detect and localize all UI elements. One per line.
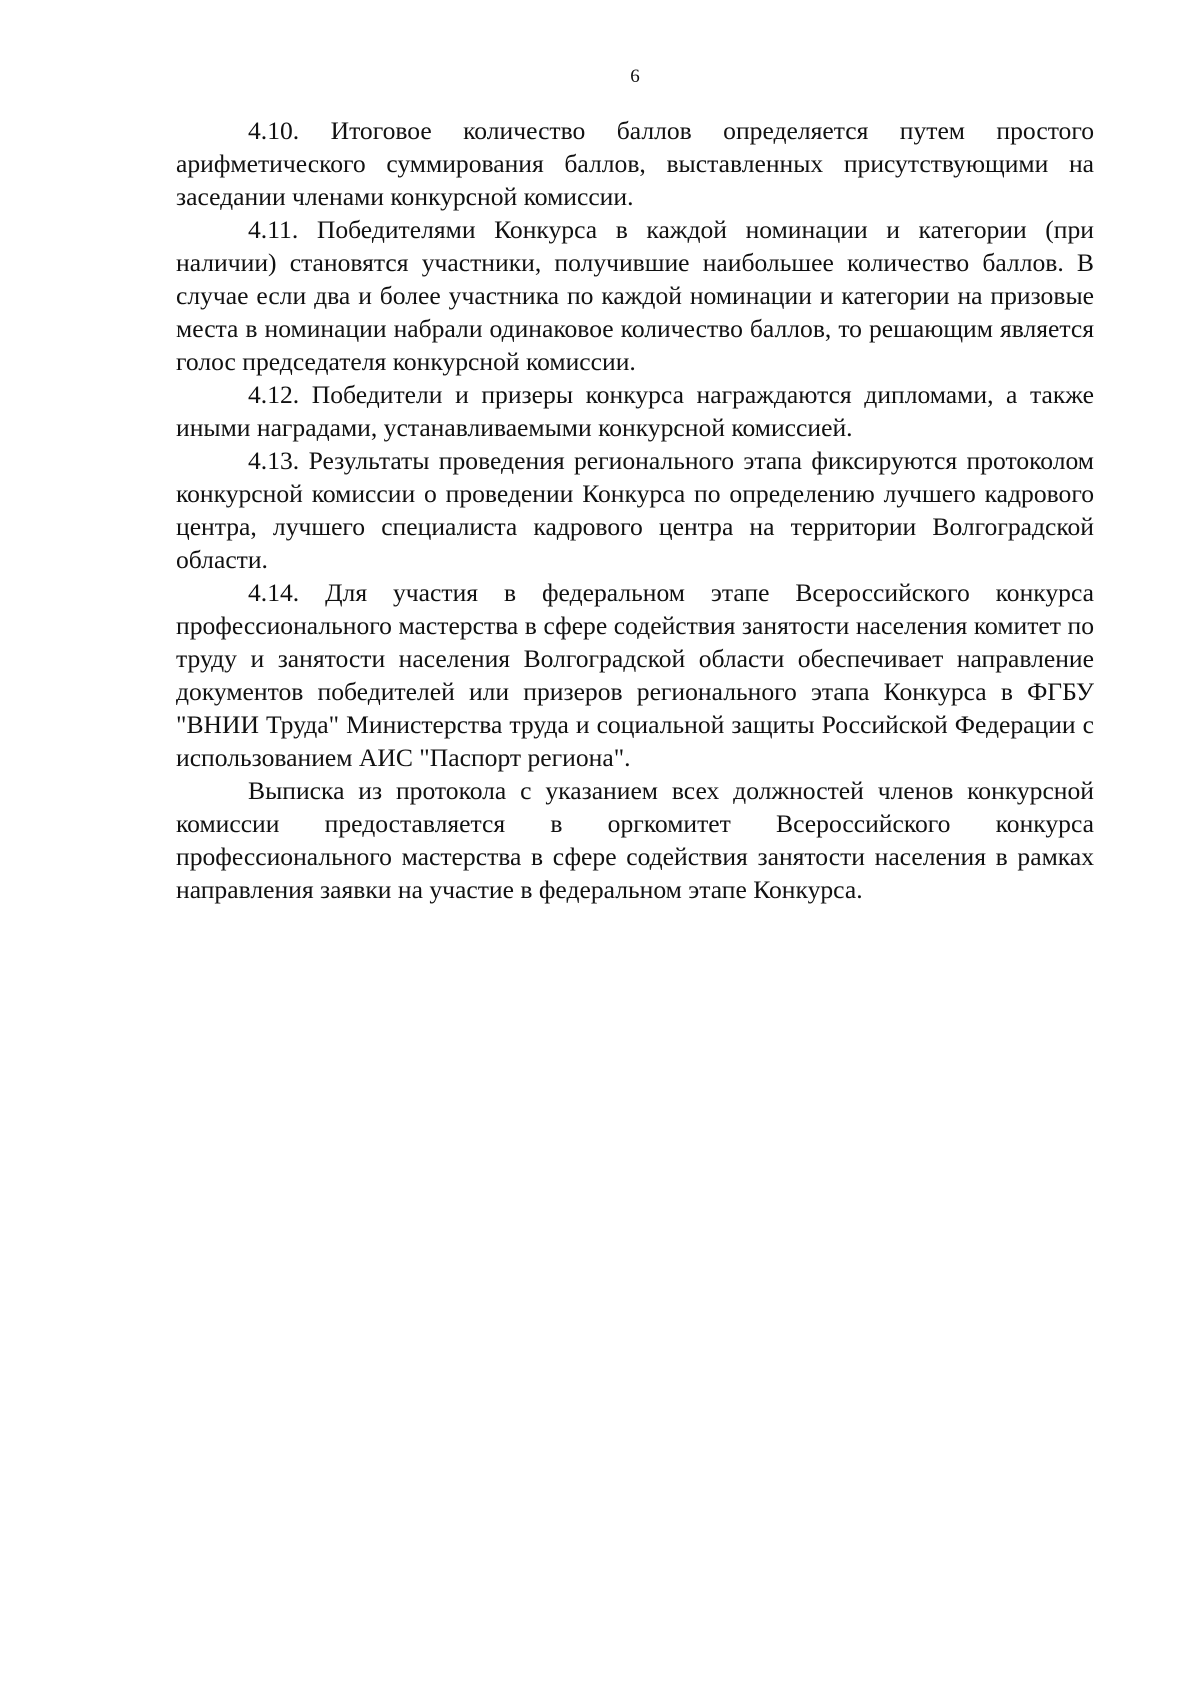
- paragraph-4-10: 4.10. Итоговое количество баллов определяется путем простого арифметического суммирования баллов, выставленных присутствующими на заседании членами конкурсной комиссии.: [176, 116, 1094, 211]
- page-number: 6: [630, 66, 640, 87]
- document-body: [176, 114, 1094, 906]
- paragraph-4-12: 4.12. Победители и призеры конкурса награждаются дипломами, а также иными наградами, устанавливаемыми конкурсной комиссией.: [176, 380, 1094, 442]
- paragraph-4-11: 4.11. Победителями Конкурса в каждой номинации и категории (при наличии) становятся участники, получившие наибольшее количество баллов. В случае если два и более участника по каждой номинации и категории на призовые места в номинации набрали одинаковое количество баллов, то решающим является голос председателя конкурсной комиссии.: [176, 215, 1094, 376]
- paragraph-4-14: 4.14. Для участия в федеральном этапе Всероссийского конкурса профессионального мастерства в сфере содействия занятости населения комитет по труду и занятости населения Волгоградской области обеспечивает направление документов победителей или призеров регионального этапа Конкурса в ФГБУ "ВНИИ Труда" Министерства труда и социальной защиты Российской Федерации с использованием АИС "Паспорт региона".: [176, 578, 1094, 772]
- paragraph-extract: Выписка из протокола с указанием всех должностей членов конкурсной комиссии предоставляется в оргкомитет Всероссийского конкурса профессионального мастерства в сфере содействия занятости населения в рамках направления заявки на участие в федеральном этапе Конкурса.: [176, 776, 1094, 904]
- paragraph-4-13: 4.13. Результаты проведения регионального этапа фиксируются протоколом конкурсной комиссии о проведении Конкурса по определению лучшего кадрового центра, лучшего специалиста кадрового центра на территории Волгоградской области.: [176, 446, 1094, 574]
